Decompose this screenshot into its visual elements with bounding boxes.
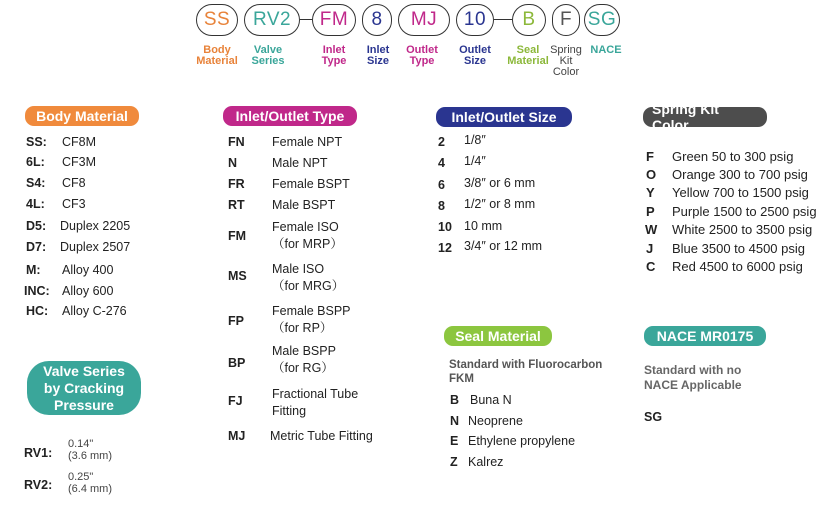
list-item-code: O [646, 167, 657, 182]
list-item-value: Female BSPT [272, 177, 350, 191]
inlet-outlet-type-badge: Inlet/Outlet Type [223, 106, 357, 126]
list-item-code: P [646, 204, 655, 219]
list-item-value: Orange 300 to 700 psig [672, 167, 808, 182]
spring-kit-badge: Spring Kit Color [643, 107, 767, 127]
list-item-value: Alloy C-276 [62, 304, 127, 318]
list-item-value: Yellow 700 to 1500 psig [672, 185, 809, 200]
code-pill-nace: SG [584, 4, 620, 36]
list-item-code: FP [228, 314, 244, 328]
list-item: 6L: [26, 155, 45, 169]
list-item-code: N [450, 414, 460, 428]
list-item-value: CF8M [62, 135, 97, 149]
list-item-value: 1/8″ [464, 133, 486, 147]
list-item: 4L: [26, 197, 45, 211]
list-item-value: CF3M [62, 155, 97, 169]
nace-standard-note: Standard with no NACE Applicable [644, 363, 742, 392]
list-item-value: Neoprene [468, 414, 523, 428]
list-item: HC: [26, 304, 49, 318]
list-item-value: Blue 3500 to 4500 psig [672, 241, 805, 256]
list-item-value: Male ISO （for MRG） [272, 262, 345, 293]
list-item: S4: [26, 176, 46, 190]
list-item-value: Female NPT [272, 135, 343, 149]
list-item-value: Green 50 to 300 psig [672, 149, 794, 164]
list-item-value: Red 4500 to 6000 psig [672, 259, 803, 274]
seal-material-badge: Seal Material [444, 326, 552, 346]
separator-dash [300, 19, 312, 20]
label-inlet-type: Inlet Type [321, 44, 347, 67]
list-item-value: 0.25" (6.4 mm) [68, 471, 112, 495]
list-item-code: MS [228, 269, 247, 283]
separator-dash [494, 19, 512, 20]
nace-badge: NACE MR0175 [644, 326, 766, 346]
label-inlet-size: Inlet Size [366, 44, 390, 67]
list-item-value: Male BSPT [272, 198, 336, 212]
code-pill-outlet-type: MJ [398, 4, 450, 36]
label-outlet-size: Outlet Size [459, 44, 491, 67]
list-item-code: FR [228, 177, 245, 191]
list-item-value: Alloy 600 [62, 284, 114, 298]
label-outlet-type: Outlet Type [406, 44, 438, 67]
label-spring-kit-color: Spring Kit Color [550, 44, 582, 78]
code-pill-spring: F [552, 4, 580, 36]
code-pill-outlet-size: 10 [456, 4, 494, 36]
list-item-value: White 2500 to 3500 psig [672, 222, 813, 237]
list-item-value: Fractional Tube Fitting [272, 387, 359, 418]
list-item-value: Female BSPP （for RP） [272, 304, 351, 335]
list-item-value: Duplex 2507 [60, 240, 131, 254]
list-item-value: Metric Tube Fitting [270, 429, 373, 443]
list-item-code: FM [228, 229, 247, 243]
list-item-value: Alloy 400 [62, 263, 114, 277]
list-item: SS: [26, 135, 47, 149]
code-pill-inlet-type: FM [312, 4, 356, 36]
list-item-value: 3/4″ or 12 mm [464, 239, 543, 253]
list-item-code: N [228, 156, 238, 170]
list-item-value: Purple 1500 to 2500 psig [672, 204, 817, 219]
list-item-code: 4 [438, 156, 445, 170]
list-item-code: Y [646, 185, 655, 200]
body-material-badge: Body Material [25, 106, 139, 126]
list-item: D5: [26, 219, 47, 233]
label-valve-series: Valve Series [251, 44, 285, 67]
code-pill-seal: B [512, 4, 546, 36]
list-item-code: W [645, 222, 658, 237]
list-item-code: E [450, 434, 459, 448]
list-item-code: B [450, 393, 460, 407]
list-item-value: 1/2″ or 8 mm [464, 197, 536, 211]
list-item-code: 8 [438, 199, 445, 213]
inlet-outlet-size-badge: Inlet/Outlet Size [436, 107, 572, 127]
list-item-code: 2 [438, 135, 445, 149]
list-item-code: MJ [228, 429, 246, 443]
list-item-value: Ethylene propylene [468, 434, 576, 448]
list-item-value: Buna N [470, 393, 512, 407]
list-item-code: J [646, 241, 654, 256]
list-item-code: Z [450, 455, 458, 469]
code-pill-body: SS [196, 4, 238, 36]
list-item: D7: [26, 240, 47, 254]
list-item-code: 12 [438, 241, 452, 255]
label-body-material: Body Material [196, 44, 238, 67]
code-pill-inlet-size: 8 [362, 4, 392, 36]
list-item-value: 1/4″ [464, 154, 486, 168]
list-item-code: FJ [228, 394, 243, 408]
list-item-value: Female ISO （for MRP） [272, 220, 343, 251]
list-item-value: CF3 [62, 197, 86, 211]
list-item-code: F [646, 149, 654, 164]
valve-series-badge: Valve Series by Cracking Pressure [27, 361, 141, 415]
list-item-code: 6 [438, 178, 445, 192]
nace-code: SG [644, 410, 663, 424]
list-item-code: FN [228, 135, 245, 149]
list-item-code: RV1: [24, 446, 53, 460]
label-nace: NACE [590, 44, 622, 56]
list-item-value: Kalrez [468, 455, 504, 469]
list-item-code: 10 [438, 220, 452, 234]
seal-standard-note: Standard with Fluorocarbon FKM [449, 359, 603, 385]
list-item-value: Male BSPP （for RG） [272, 344, 336, 375]
label-seal-material: Seal Material [507, 44, 549, 67]
list-item-value: CF8 [62, 176, 86, 190]
list-item-value: Male NPT [272, 156, 328, 170]
list-item: M: [26, 263, 41, 277]
list-item-code: C [646, 259, 656, 274]
list-item-code: RV2: [24, 478, 53, 492]
list-item-code: RT [228, 198, 245, 212]
code-pill-valve: RV2 [244, 4, 300, 36]
list-item: INC: [24, 284, 50, 298]
list-item-code: BP [228, 356, 246, 370]
list-item-value: 10 mm [464, 219, 503, 233]
list-item-value: Duplex 2205 [60, 219, 131, 233]
list-item-value: 3/8″ or 6 mm [464, 176, 536, 190]
list-item-value: 0.14" (3.6 mm) [68, 438, 112, 462]
